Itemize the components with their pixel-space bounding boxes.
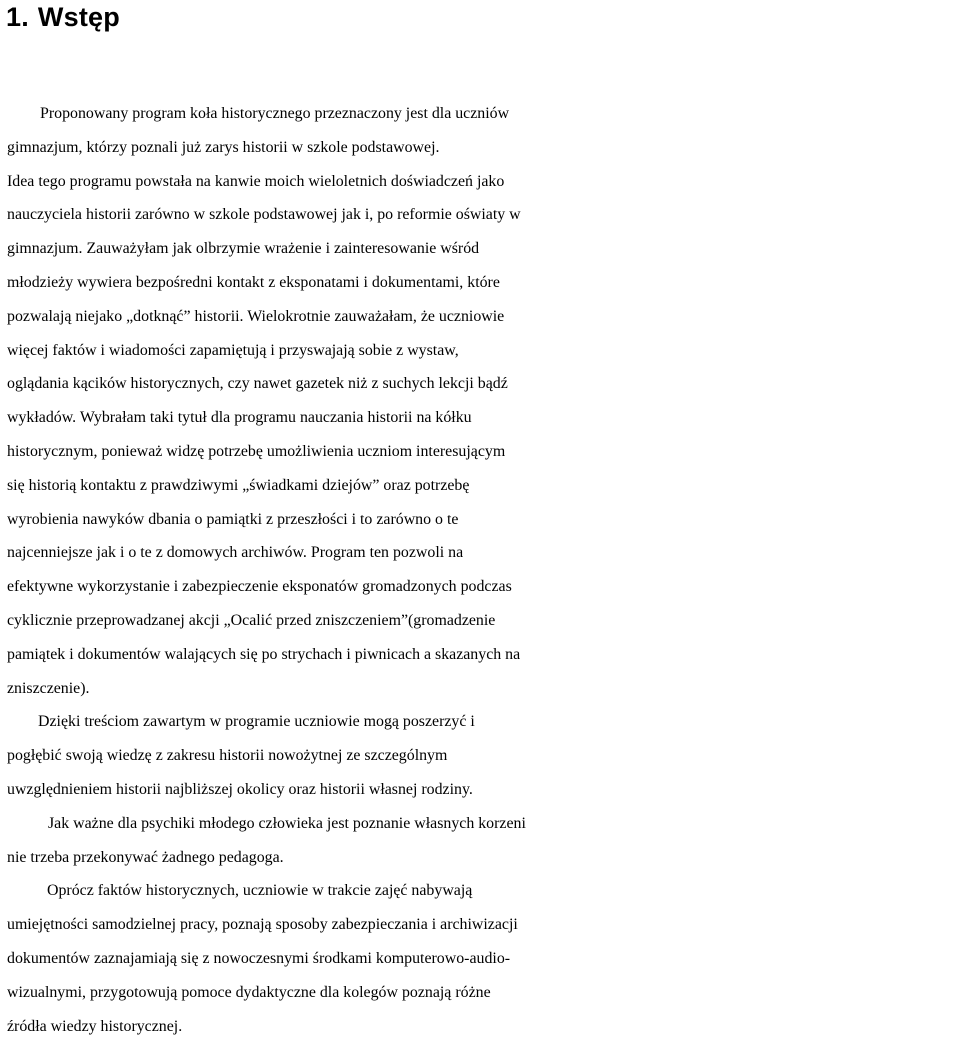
text-line: Proponowany program koła historycznego przeznaczony jest dla uczniów xyxy=(40,105,510,122)
text-line: nauczyciela historii zarówno w szkole podstawowej jak i, po reformie oświaty w xyxy=(7,206,521,224)
text-line: najcenniejsze jak i o te z domowych archiwów. Program ten pozwoli na xyxy=(7,544,464,562)
text-line: dokumentów zaznajamiają się z nowoczesnymi środkami komputerowo-audio- xyxy=(7,949,511,967)
text-line: historycznym, ponieważ widzę potrzebę umożliwienia uczniom interesującym xyxy=(7,442,506,460)
text-line: pogłębić swoją wiedzę z zakresu historii nowożytnej ze szczególnym xyxy=(7,747,448,765)
text-line: Idea tego programu powstała na kanwie moich wieloletnich doświadczeń jako xyxy=(7,172,505,190)
paragraph xyxy=(7,874,960,1043)
document-body xyxy=(7,97,960,1043)
text-line: źródła wiedzy historycznej. xyxy=(7,1017,183,1035)
section-title: Wstęp xyxy=(37,2,120,32)
text-line: młodzieży wywiera bezpośredni kontakt z eksponatami i dokumentami, które xyxy=(7,273,500,291)
text-line: się historią kontaktu z prawdziwymi „świadkami dziejów” oraz potrzebę xyxy=(7,476,470,494)
text-line: wykładów. Wybrałam taki tytuł dla programu nauczania historii na kółku xyxy=(7,409,472,427)
section-heading xyxy=(6,2,120,32)
text-line: wyrobienia nawyków dbania o pamiątki z przeszłości i to zarówno o te xyxy=(7,510,459,528)
paragraph xyxy=(7,807,960,875)
text-line: nie trzeba przekonywać żadnego pedagoga. xyxy=(7,848,284,866)
text-line: więcej faktów i wiadomości zapamiętują i przyswajają sobie z wystaw, xyxy=(7,341,459,359)
text-line: oglądania kącików historycznych, czy nawet gazetek niż z suchych lekcji bądź xyxy=(7,375,508,393)
text-line: cyklicznie przeprowadzanej akcji „Ocalić przed zniszczeniem”(gromadzenie xyxy=(7,611,496,629)
paragraph xyxy=(7,705,960,806)
text-line: gimnazjum. Zauważyłam jak olbrzymie wrażenie i zainteresowanie wśród xyxy=(7,240,480,258)
paragraph xyxy=(7,97,960,705)
text-line: Oprócz faktów historycznych, uczniowie w trakcie zajęć nabywają xyxy=(47,882,473,900)
text-line: Dzięki treściom zawartym w programie uczniowie mogą poszerzyć i xyxy=(38,713,475,731)
text-line: wizualnymi, przygotowują pomoce dydaktyczne dla kolegów poznają różne xyxy=(7,983,491,1001)
text-line: uwzględnieniem historii najbliższej okolicy oraz historii własnej rodziny. xyxy=(7,780,473,798)
section-number: 1. xyxy=(6,2,29,32)
text-line: zniszczenie). xyxy=(7,679,90,697)
text-line: pamiątek i dokumentów walających się po strychach i piwnicach a skazanych na xyxy=(7,645,521,663)
text-line: gimnazjum, którzy poznali już zarys historii w szkole podstawowej. xyxy=(7,138,440,156)
text-line: efektywne wykorzystanie i zabezpieczenie eksponatów gromadzonych podczas xyxy=(7,578,512,596)
text-line: pozwalają niejako „dotknąć” historii. Wielokrotnie zauważałam, że uczniowie xyxy=(7,307,505,325)
text-line: umiejętności samodzielnej pracy, poznają sposoby zabezpieczania i archiwizacji xyxy=(7,916,518,934)
text-line: Jak ważne dla psychiki młodego człowieka jest poznanie własnych korzeni xyxy=(48,814,526,832)
